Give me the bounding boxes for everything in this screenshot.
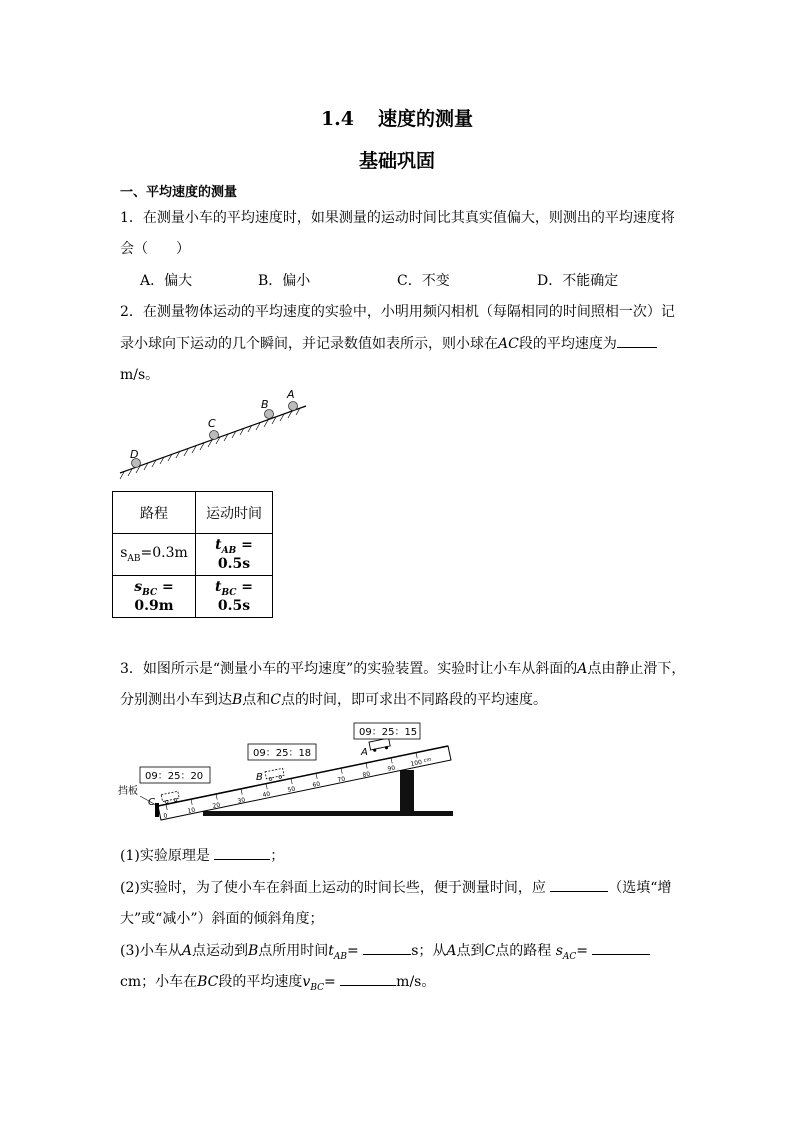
label-d: D [130,448,139,461]
cell-sab: $s_{AB}=0.3m$ [113,534,196,576]
cart-incline-figure [118,718,463,828]
svg-text:90: 90 [386,764,396,773]
label-a: A [361,747,368,758]
q2-line3: m/s。 [120,367,160,383]
q3-sub3-line1: (3)小车从A点运动到B点所用时间$t_{AB}= s$；从A点到C点的路程 $s_{AC}=$ [120,940,650,962]
q3-sub2-blank[interactable] [550,877,608,892]
q2-line2-b: 段的平均速度为 [518,336,617,352]
table-row [113,576,273,618]
label-c: C [208,417,216,430]
q2-line2-a: 录小球向下运动的几个瞬间，并记录数值如表所示，则小球在 [120,336,498,352]
q1-option-c: C．不变 [397,273,450,289]
q3-sub1-blank[interactable] [214,845,270,860]
cell-tbc: $t_{BC} = 0.5s$ [196,576,273,618]
q1-line2: 会（ ） [120,241,190,257]
page-title [0,104,794,131]
distance-time-table [112,491,273,618]
svg-text:20: 20 [211,801,221,810]
q1-option-a: A．偏大 [140,273,193,289]
svg-text:10: 10 [186,806,196,815]
q3-sub3-line2: cm；小车在BC段的平均速度$v_{BC}= m/s$。 [120,971,435,993]
q3-vbc-blank[interactable] [340,971,396,986]
q3-sub1: (1)实验原理是 ； [120,845,284,865]
cart-b [265,768,285,781]
q2-answer-blank[interactable] [617,333,657,348]
section-number: 1.4 [320,108,355,130]
page-subtitle: 基础巩固 [358,150,435,172]
q1-line1: 1．在测量小车的平均速度时，如果测量的运动时间比其真实值偏大，则测出的平均速度将 [120,210,675,226]
svg-text:0: 0 [162,812,169,820]
svg-text:cm: cm [423,756,432,764]
ball-c [210,431,219,440]
q3-sub2-line1: (2)实验时，为了使小车在斜面上运动的时间长些，便于测量时间，应 （选填“增 [120,877,671,897]
q3-sac-blank[interactable] [592,940,650,955]
cell-sbc: $s_{BC} = 0.9m$ [113,576,196,618]
q3-line1: 3．如图所示是“测量小车的平均速度”的实验装置。实验时让小车从斜面的A点由静止滑下， [120,661,686,677]
q3-line2: 分别测出小车到达B点和C点的时间，即可求出不同路段的平均速度。 [120,692,548,708]
q1-option-d: D．不能确定 [537,273,619,289]
svg-text:50: 50 [286,785,296,794]
part-heading: 一、平均速度的测量 [120,185,238,200]
ball-a [289,402,298,411]
base-board [203,811,453,816]
label-a: A [287,388,295,401]
svg-text:80: 80 [361,770,371,779]
svg-text:60: 60 [311,780,321,789]
clock-b-time: 09：25：18 [253,748,312,759]
clock-c-time: 09：25：20 [145,771,204,782]
q2-ac-label: AC [498,336,519,352]
cart-a [369,738,391,752]
cell-tab: $t_{AB} = 0.5s$ [196,534,273,576]
table-header-row [113,492,273,534]
label-c: C [148,797,155,808]
svg-text:40: 40 [261,790,271,799]
label-b: B [261,398,269,411]
table-row [113,534,273,576]
q2-line1: 2．在测量物体运动的平均速度的实验中，小明用频闪相机（每隔相同的时间照相一次）记 [120,304,675,320]
table-header-distance: 路程 [113,492,196,534]
title-text: 速度的测量 [378,108,474,130]
q3-sub2-line2: 大”或“减小”）斜面的倾斜角度； [120,911,324,927]
clock-a-time: 09：25：15 [359,727,418,738]
label-b: B [256,772,263,783]
support-block [400,770,414,812]
q3-tab-blank[interactable] [363,940,411,955]
svg-text:30: 30 [236,796,246,805]
stopper-label: 挡板 [118,786,138,797]
q2-line2 [120,333,657,353]
svg-text:70: 70 [336,775,346,784]
table-header-time: 运动时间 [196,492,273,534]
incline-ball-figure [118,385,313,485]
q1-option-b: B．偏小 [258,273,311,289]
svg-text:100: 100 [409,758,423,768]
